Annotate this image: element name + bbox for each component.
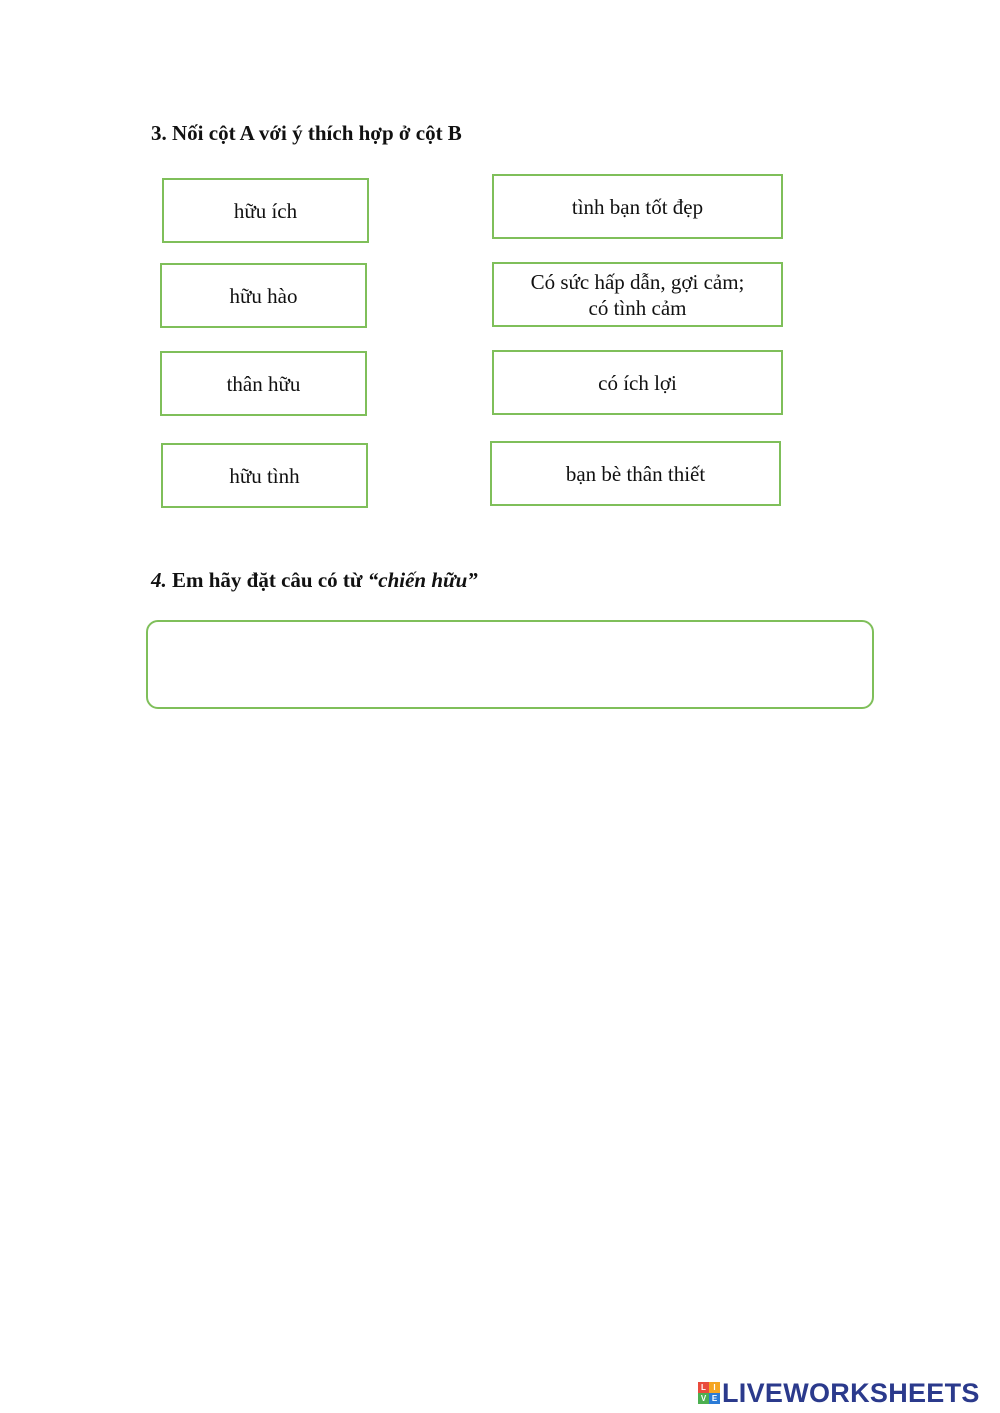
column-a-item-label: thân hữu [226,371,301,396]
column-b-item-label: tình bạn tốt đẹp [571,194,704,219]
column-a-item[interactable] [160,263,367,328]
column-b-item-label: bạn bè thân thiết [565,461,706,486]
question-4-number: 4. [151,568,167,592]
column-a-item-label: hữu tình [229,463,300,488]
column-a-item[interactable] [162,178,369,243]
logo-letter: V [698,1393,709,1404]
question-4-keyword: “chiến hữu” [367,568,478,592]
answer-input-box[interactable] [146,620,874,709]
column-a-item[interactable] [160,351,367,416]
column-a-item-label: hữu ích [233,198,298,223]
column-a-item[interactable] [161,443,368,508]
column-b-item-label: có ích lợi [598,370,677,395]
column-b-item-label-line2: có tình cảm [588,295,687,320]
logo-letter: L [698,1382,709,1393]
question-4-text: Em hãy đặt câu có từ [172,568,363,592]
logo-text: LIVEWORKSHEETS [722,1377,980,1408]
logo-letter: E [709,1393,720,1404]
column-b-item[interactable] [492,350,783,415]
liveworksheets-logo [698,1378,980,1408]
column-b-item-label-line1: Có sức hấp dẫn, gợi cảm; [530,269,745,294]
column-a-item-label: hữu hào [229,283,298,308]
question-3-title: 3. Nối cột A với ý thích hợp ở cột B [151,121,462,145]
question-4-title [151,568,478,593]
column-b-item[interactable] [490,441,781,506]
logo-letter: I [709,1382,720,1393]
column-b-item[interactable] [492,262,783,327]
logo-icon [698,1382,720,1404]
column-b-item[interactable] [492,174,783,239]
